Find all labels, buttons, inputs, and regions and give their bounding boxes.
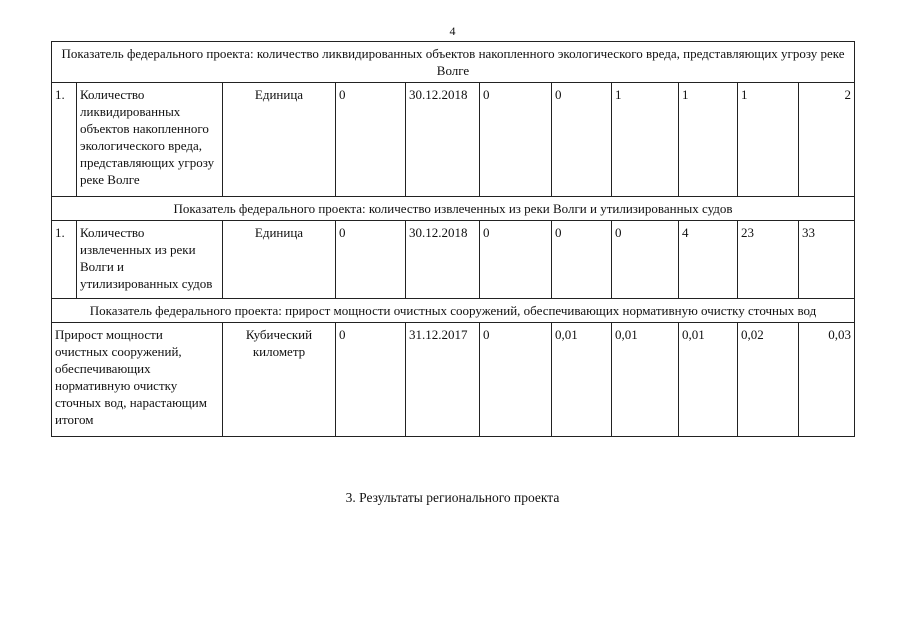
section-header: Показатель федерального проекта: прирост мощности очистных сооружений, обеспечивающих нормативную очистку сточных вод <box>52 299 855 323</box>
table-row <box>52 323 855 437</box>
base-value-cell: 0 <box>336 323 406 437</box>
value-cell: 0,01 <box>552 323 612 437</box>
value-cell: 0 <box>480 83 552 197</box>
value-cell: 4 <box>679 221 738 299</box>
indicators-table <box>51 41 855 437</box>
value-cell: 1 <box>738 83 799 197</box>
base-date-cell: 30.12.2018 <box>406 83 480 197</box>
section-header-row <box>52 197 855 221</box>
value-cell: 23 <box>738 221 799 299</box>
section-header: Показатель федерального проекта: количество извлеченных из реки Волги и утилизированных судов <box>52 197 855 221</box>
unit-cell: Кубический километр <box>223 323 336 437</box>
value-cell: 0,03 <box>799 323 855 437</box>
value-cell: 0 <box>480 323 552 437</box>
base-value-cell: 0 <box>336 221 406 299</box>
value-cell: 1 <box>679 83 738 197</box>
unit-cell: Единица <box>223 83 336 197</box>
value-cell: 1 <box>612 83 679 197</box>
section-header-row <box>52 299 855 323</box>
page-number: 4 <box>449 24 456 38</box>
base-date-cell: 31.12.2017 <box>406 323 480 437</box>
value-cell: 0 <box>552 221 612 299</box>
value-cell: 2 <box>799 83 855 197</box>
unit-cell: Единица <box>223 221 336 299</box>
value-cell: 0,01 <box>612 323 679 437</box>
indicator-name: Количество извлеченных из реки Волги и утилизированных судов <box>77 221 223 299</box>
value-cell: 0,01 <box>679 323 738 437</box>
section-header: Показатель федерального проекта: количество ликвидированных объектов накопленного экологического вреда, представляющих угрозу реке Волге <box>52 42 855 83</box>
value-cell: 0 <box>612 221 679 299</box>
base-value-cell: 0 <box>336 83 406 197</box>
value-cell: 0 <box>552 83 612 197</box>
row-number: 1. <box>52 83 77 197</box>
results-section-title: 3. Результаты регионального проекта <box>345 490 560 505</box>
indicator-name: Прирост мощности очистных сооружений, обеспечивающих нормативную очистку сточных вод, нарастающим итогом <box>52 323 223 437</box>
table-row <box>52 83 855 197</box>
value-cell: 0,02 <box>738 323 799 437</box>
row-number: 1. <box>52 221 77 299</box>
section-header-row <box>52 42 855 83</box>
indicator-name: Количество ликвидированных объектов накопленного экологического вреда, представляющих угрозу реке Волге <box>77 83 223 197</box>
table-row <box>52 221 855 299</box>
base-date-cell: 30.12.2018 <box>406 221 480 299</box>
value-cell: 0 <box>480 221 552 299</box>
value-cell: 33 <box>799 221 855 299</box>
